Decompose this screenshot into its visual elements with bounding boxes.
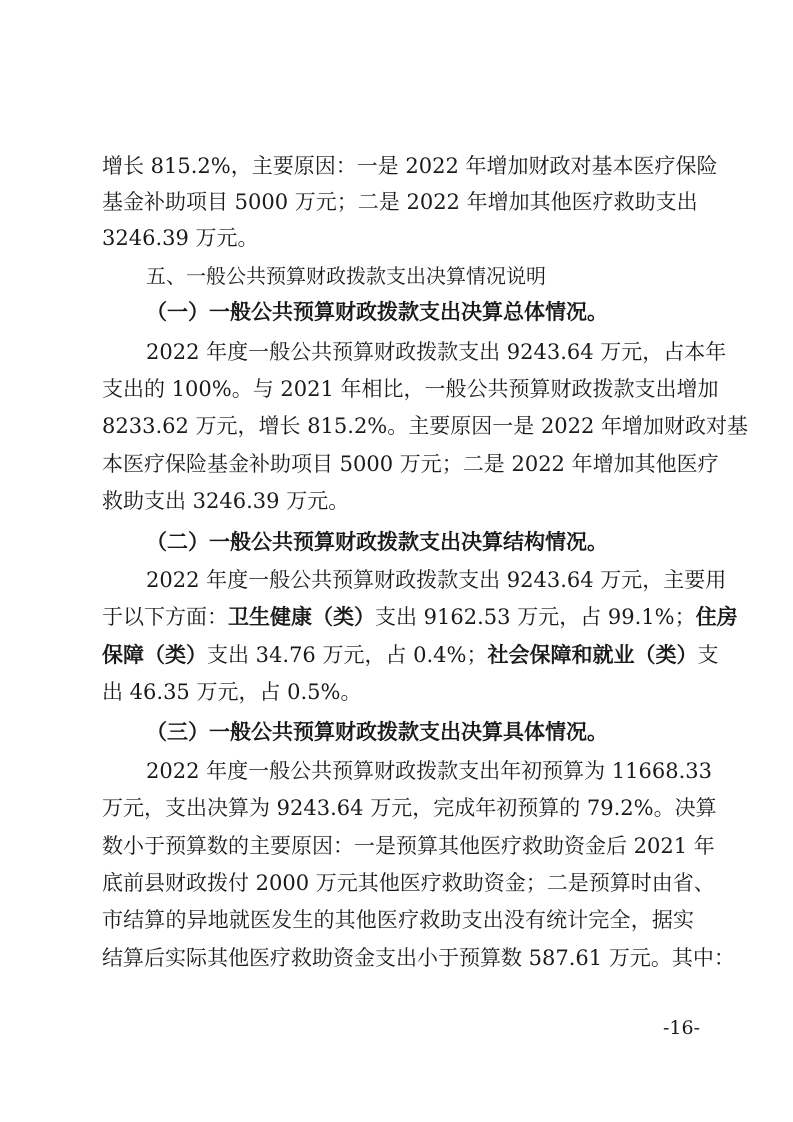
paragraph-line: 2022 年度一般公共预算财政拨款支出年初预算为 11668.33	[146, 759, 712, 783]
category-label: 卫生健康（类）	[228, 605, 375, 629]
subsection-heading: （二）一般公共预算财政拨款支出决算结构情况。	[146, 530, 608, 554]
paragraph-line: 市结算的异地就医发生的其他医疗救助支出没有统计完全，据实	[102, 908, 694, 932]
paragraph-line: 3246.39 万元。	[102, 226, 259, 250]
text-run: 支	[697, 643, 719, 667]
subsection-heading: （一）一般公共预算财政拨款支出决算总体情况。	[146, 300, 608, 324]
text-run: 支出 34.76 万元，占 0.4%；	[207, 643, 488, 667]
paragraph-line-structure	[102, 641, 719, 669]
paragraph-line: 万元，支出决算为 9243.64 万元，完成年初预算的 79.2%。决算	[102, 796, 717, 820]
section-heading: 五、一般公共预算财政拨款支出决算情况说明	[146, 264, 546, 288]
category-label: 社会保障和就业（类）	[487, 643, 698, 667]
paragraph-line-structure	[102, 603, 738, 631]
paragraph-line: 结算后实际其他医疗救助资金支出小于预算数 587.61 万元。其中：	[102, 946, 735, 970]
paragraph-line: 2022 年度一般公共预算财政拨款支出 9243.64 万元，主要用	[146, 568, 727, 592]
paragraph-line: 底前县财政拨付 2000 万元其他医疗救助资金；二是预算时由省、	[102, 871, 715, 895]
paragraph-line: 出 46.35 万元，占 0.5%。	[102, 680, 362, 704]
paragraph-line: 救助支出 3246.39 万元。	[102, 489, 350, 513]
text-run: 于以下方面：	[102, 605, 228, 629]
paragraph-line: 8233.62 万元，增长 815.2%。主要原因一是 2022 年增加财政对基	[102, 414, 749, 438]
paragraph-line: 支出的 100%。与 2021 年相比，一般公共预算财政拨款支出增加	[102, 377, 719, 401]
paragraph-line: 2022 年度一般公共预算财政拨款支出 9243.64 万元，占本年	[146, 340, 727, 364]
paragraph-line: 数小于预算数的主要原因：一是预算其他医疗救助资金后 2021 年	[102, 834, 715, 858]
subsection-heading: （三）一般公共预算财政拨款支出决算具体情况。	[146, 720, 608, 744]
category-label: 住房	[695, 605, 738, 629]
page-number: -16-	[662, 1017, 700, 1039]
text-run: 支出 9162.53 万元，占 99.1%；	[375, 605, 696, 629]
paragraph-line: 基金补助项目 5000 万元；二是 2022 年增加其他医疗救助支出	[102, 190, 698, 214]
category-label: 保障（类）	[102, 643, 207, 667]
paragraph-line: 增长 815.2%，主要原因：一是 2022 年增加财政对基本医疗保险	[102, 154, 718, 178]
paragraph-line: 本医疗保险基金补助项目 5000 万元；二是 2022 年增加其他医疗	[102, 452, 719, 476]
